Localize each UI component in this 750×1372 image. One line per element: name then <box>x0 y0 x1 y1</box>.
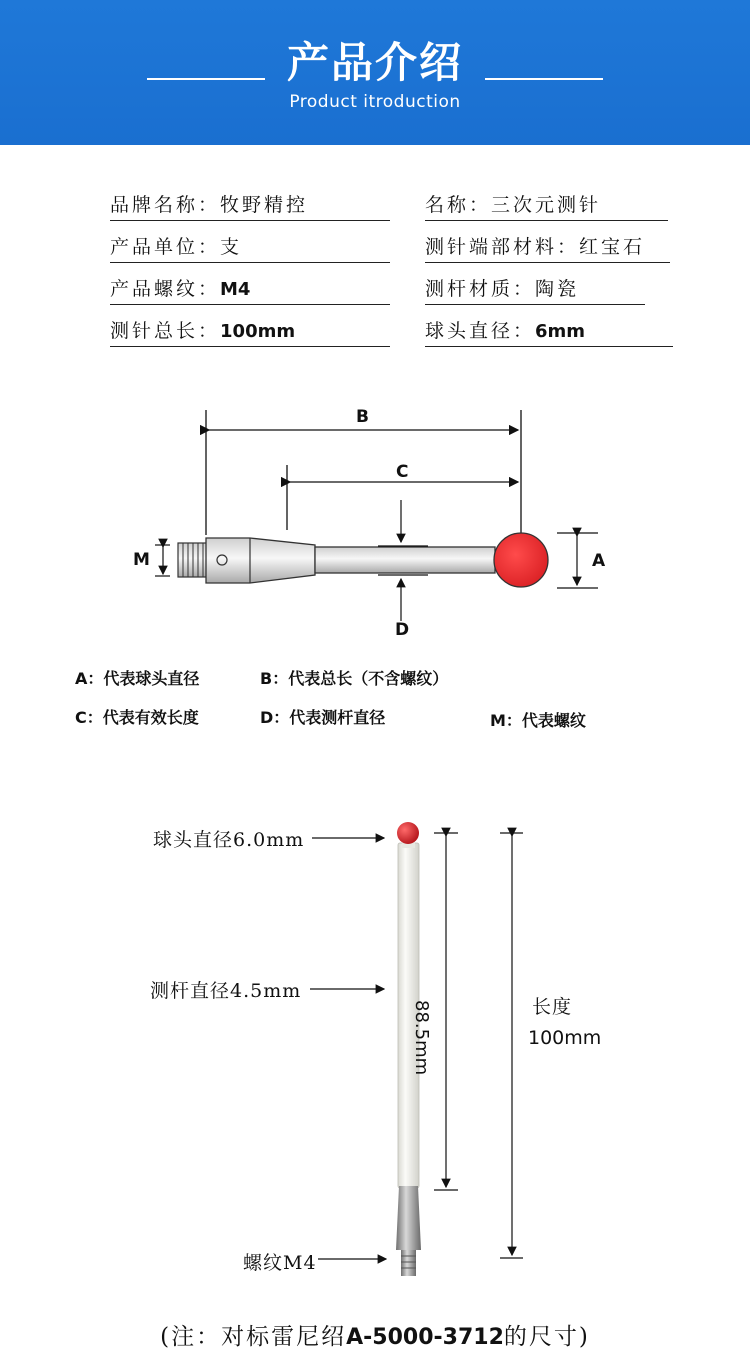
page-title: 产品介绍 <box>286 38 463 87</box>
spec-value: 牧野精控 <box>220 194 309 216</box>
note-prefix: (注：对标雷尼绍 <box>160 1324 347 1350</box>
spec-key: 名称： <box>425 194 492 216</box>
legend-a: A：代表球头直径 <box>75 669 200 688</box>
spec-total-length <box>110 316 390 347</box>
header-banner <box>0 0 750 145</box>
spec-value: M4 <box>220 279 251 300</box>
spec-value: 6mm <box>535 321 586 342</box>
legend-d: D：代表测杆直径 <box>260 708 386 727</box>
stem-diameter-label: 测杆直径4.5mm <box>150 980 302 1002</box>
note-suffix: 的尺寸) <box>503 1324 590 1350</box>
legend-m: M：代表螺纹 <box>490 711 586 730</box>
total-length-value: 100mm <box>528 1027 602 1049</box>
spec-ball-diameter <box>425 316 673 347</box>
spec-key: 产品螺纹： <box>110 278 221 300</box>
ruby-ball <box>397 822 419 844</box>
effective-length-label: 88.5mm <box>411 1000 432 1076</box>
spec-key: 品牌名称： <box>110 194 221 216</box>
note-part-number: A-5000-3712 <box>346 1325 504 1350</box>
spec-key: 测杆材质： <box>425 278 536 300</box>
spec-key: 产品单位： <box>110 236 221 258</box>
spec-key: 球头直径： <box>425 320 536 342</box>
title-divider-right <box>485 78 603 80</box>
label-c: C <box>396 462 409 482</box>
stem-drawing <box>315 547 495 573</box>
spec-tip-material <box>425 232 670 263</box>
probe-illustration <box>0 810 750 1300</box>
spec-key: 测针总长： <box>110 320 221 342</box>
spec-brand <box>110 190 390 221</box>
thread-drawing <box>178 543 208 577</box>
spec-unit <box>110 232 390 263</box>
ruby-ball-drawing <box>494 533 548 587</box>
probe-body-drawing <box>206 538 315 583</box>
label-b: B <box>356 407 369 427</box>
spec-value: 三次元测针 <box>491 194 602 216</box>
thread-label: 螺纹M4 <box>243 1252 317 1274</box>
label-m: M <box>133 550 150 570</box>
spec-value: 陶瓷 <box>535 278 580 300</box>
spec-thread <box>110 274 390 305</box>
page-subtitle: Product itroduction <box>289 92 461 112</box>
thread <box>401 1250 416 1276</box>
spec-value: 支 <box>220 236 243 258</box>
spec-name <box>425 190 668 221</box>
reference-note <box>0 1318 750 1351</box>
ball-diameter-label: 球头直径6.0mm <box>153 829 305 851</box>
spec-key: 测针端部材料： <box>425 236 580 258</box>
spec-value: 红宝石 <box>579 236 646 258</box>
steel-body <box>396 1186 421 1250</box>
label-a: A <box>592 551 606 571</box>
spec-value: 100mm <box>220 321 296 342</box>
total-length-title: 长度 <box>532 996 573 1018</box>
dimension-diagram <box>0 395 750 655</box>
legend-c: C：代表有效长度 <box>75 708 199 727</box>
label-d: D <box>395 620 410 640</box>
legend-b: B：代表总长（不含螺纹） <box>260 669 449 688</box>
spec-stem-material <box>425 274 645 305</box>
